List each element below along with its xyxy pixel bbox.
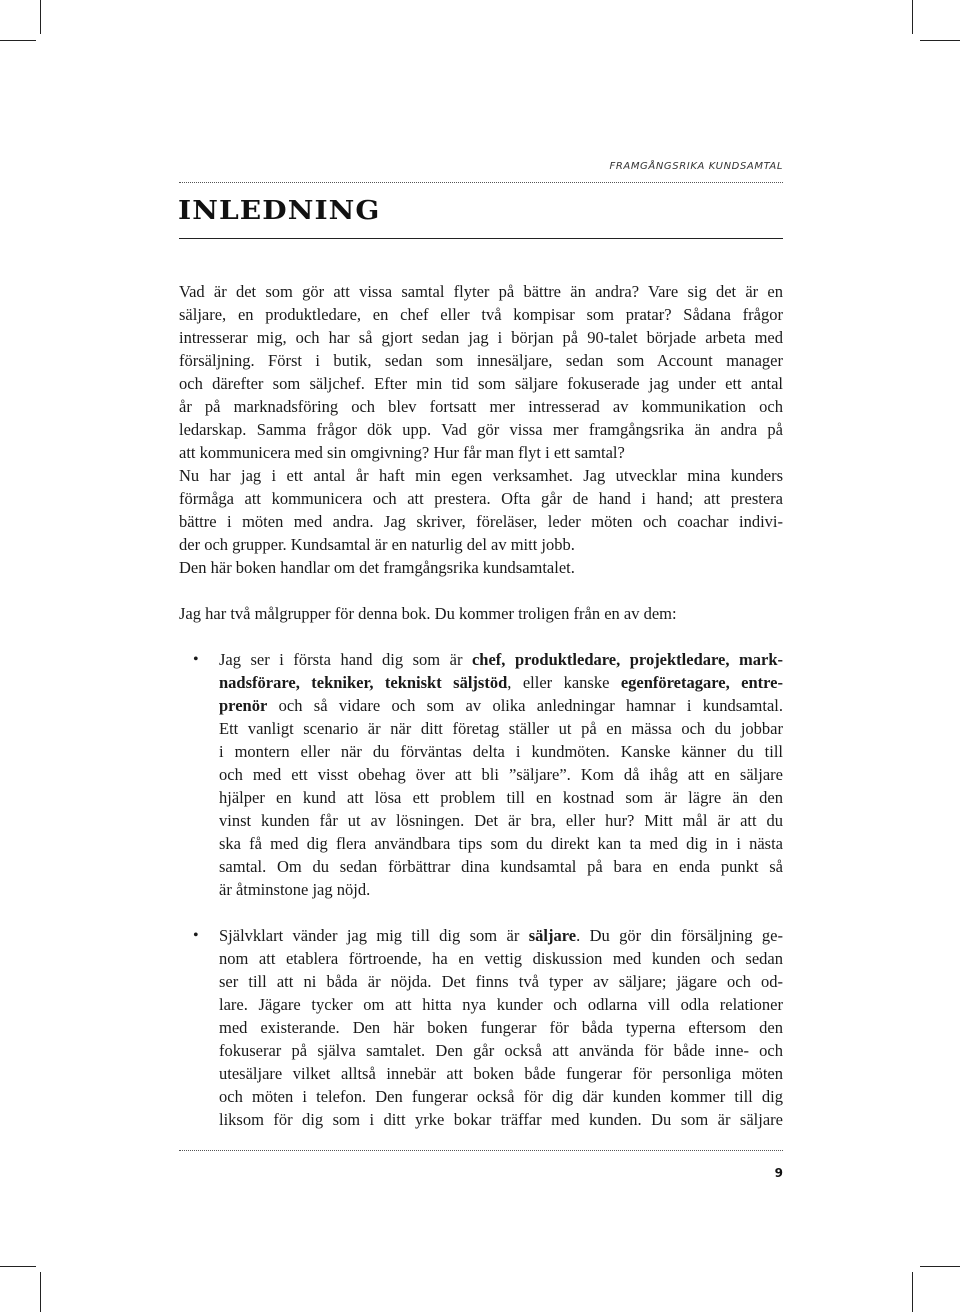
text-run: . Du gör din försäljning ge- [576, 926, 783, 945]
text-line: att kommunicera med sin omgivning? Hur får man flyt i ett samtal? [179, 443, 625, 462]
crop-mark [920, 40, 960, 41]
crop-mark [40, 0, 41, 34]
text-line: Nu har jag i ett antal år haft min egen verksamhet. Jag utvecklar mina kunders [179, 466, 783, 485]
title-rule [179, 238, 783, 239]
text-line: Vad är det som gör att vissa samtal flyter på bättre än andra? Vare sig det är en [179, 282, 783, 301]
bold-text: egenföretagare, entre- [620, 673, 783, 692]
bold-text: nadsförare, tekniker, tekniskt säljstöd [219, 673, 508, 692]
text-line: nom att etablera förtroende, ha en vettig diskussion med kunden och sedan [219, 949, 783, 968]
text-line [219, 648, 783, 671]
bold-text: säljare [528, 926, 577, 945]
text-line: i montern eller när du förväntas delta i kundmöten. Kanske känner du till [219, 742, 783, 761]
text-line [219, 694, 783, 717]
text-line: ledarskap. Samma frågor dök upp. Vad gör vissa mer framgångsrika än andra på [179, 420, 783, 439]
text-line: hjälper en kund att lösa ett problem till en kostnad som är lägre än den [219, 788, 783, 807]
text-run: Självklart vänder jag mig till dig som är [219, 926, 529, 945]
text-line: vinst kunden får ut av lösningen. Det är bra, eller hur? Mitt mål är att du [219, 811, 783, 830]
text-line: och med ett visst obehag över att bli ”säljare”. Kom då ihåg att en säljare [219, 765, 783, 784]
text-line: samtal. Om du sedan förbättrar dina kundsamtal på bara en enda punkt så [219, 857, 783, 876]
running-head: FRAMGÅNGSRIKA KUNDSAMTAL [609, 161, 783, 172]
bullet-icon: • [193, 651, 199, 668]
text-line: och möten i telefon. Den fungerar också för dig där kunden kommer till dig [219, 1087, 783, 1106]
text-line: der och grupper. Kundsamtal är en naturlig del av mitt jobb. [179, 535, 575, 554]
crop-mark [40, 1272, 41, 1312]
bold-text: chef, produktledare, projektledare, mark- [471, 650, 783, 669]
text-line: år på marknadsföring och blev fortsatt mer intresserad av kommunikation och [179, 397, 783, 416]
intro-paragraph-3: Den här boken handlar om det framgångsrika kundsamtalet. [179, 558, 575, 577]
text-line: säljare, en produktledare, en chef eller två kompisar som pratar? Sådana frågor [179, 305, 783, 324]
crop-mark [912, 1272, 913, 1312]
text-run: och så vidare och som av olika anledningar hamnar i kundsamtal. [267, 696, 783, 715]
text-line: ska få med dig flera användbara tips som du direkt kan ta med dig in i nästa [219, 834, 783, 853]
bold-text: prenör [219, 696, 268, 715]
text-line: lare. Jägare tycker om att hitta nya kunder och odlarna vill odla relationer [219, 995, 783, 1014]
body-text [179, 280, 783, 1131]
bullet-icon: • [193, 927, 199, 944]
text-line: förmåga att kommunicera och att prestera. Ofta går de hand i hand; att prestera [179, 489, 783, 508]
text-line: fokuserar på själva samtalet. Den går också att använda för både inne- och [219, 1041, 783, 1060]
text-line: utesäljare vilket alltså innebär att boken både fungerar för personliga möten [219, 1064, 783, 1083]
chapter-title: INLEDNING [178, 196, 381, 226]
footer-dotted-rule [179, 1150, 783, 1151]
crop-mark [912, 0, 913, 34]
crop-mark [920, 1266, 960, 1267]
crop-mark [0, 40, 36, 41]
text-run: Jag ser i första hand dig som är [219, 650, 472, 669]
text-line: med existerande. Den här boken fungerar för båda typerna eftersom den [219, 1018, 783, 1037]
text-line [219, 671, 783, 694]
text-run: , eller kanske [507, 673, 621, 692]
intro-paragraph-4: Jag har två målgrupper för denna bok. Du kommer troligen från en av dem: [179, 604, 677, 623]
text-line: bättre i möten med andra. Jag skriver, föreläser, leder möten och coachar indivi- [179, 512, 783, 531]
crop-mark [0, 1266, 36, 1267]
intro-paragraph-1 [179, 280, 783, 464]
text-line: är åtminstone jag nöjd. [219, 880, 371, 899]
text-line: ser till att ni båda är nöjda. Det finns två typer av säljare; jägare och od- [219, 972, 783, 991]
text-line [219, 924, 783, 947]
text-line: Ett vanligt scenario är när ditt företag ställer ut på en mässa och du jobbar [219, 719, 783, 738]
text-line: och därefter som säljchef. Efter min tid som säljare fokuserade jag under ett antal [179, 374, 783, 393]
page-number: 9 [774, 1166, 783, 1180]
header-dotted-rule [179, 182, 783, 183]
bullet-item-2 [193, 924, 783, 1131]
text-line: liksom för dig som i ditt yrke bokar träffar med kunden. Du som är säljare [219, 1110, 783, 1129]
intro-paragraph-2 [179, 464, 783, 556]
text-line: försäljning. Först i butik, sedan som innesäljare, sedan som Account manager [179, 351, 783, 370]
text-line: intresserar mig, och har så gjort sedan jag i början på 90-talet började arbeta med [179, 328, 783, 347]
bullet-item-1 [193, 648, 783, 901]
